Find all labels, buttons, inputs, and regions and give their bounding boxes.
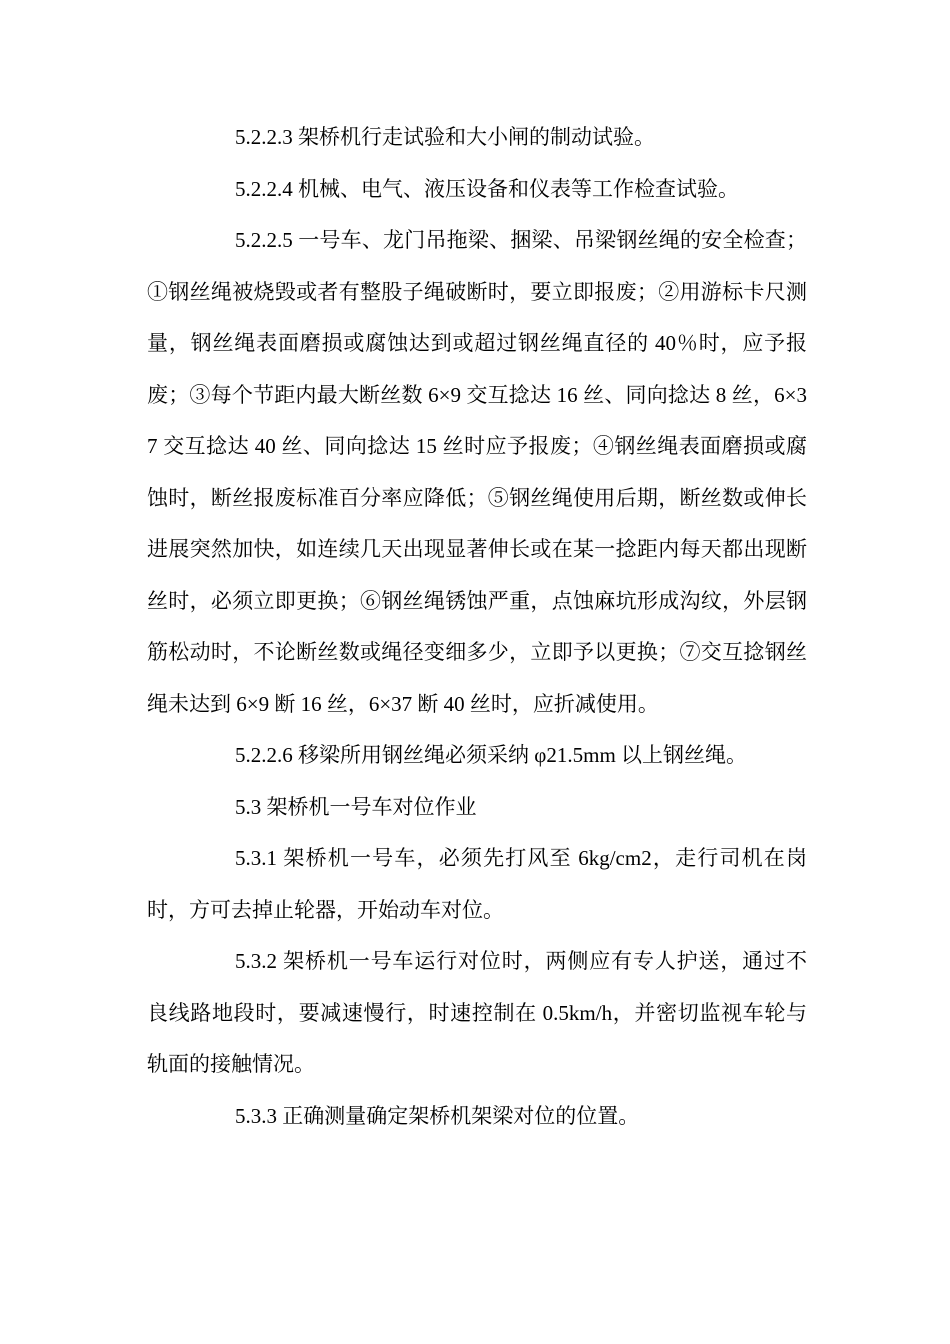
paragraph-5-2-2-4: 5.2.2.4 机械、电气、液压设备和仪表等工作检查试验。 xyxy=(235,176,739,201)
paragraph-5-3-2: 5.3.2 架桥机一号车运行对位时，两侧应有专人护送，通过不良线路地段时，要减速慢行，时速控制在 0.5km/h，并密切监视车轮与轨面的接触情况。 xyxy=(147,949,807,1076)
paragraph-5-2-2-5: 5.2.2.5 一号车、龙门吊拖梁、捆梁、吊梁钢丝绳的安全检查；①钢丝绳被烧毁或者有整股子绳破断时，要立即报废；②用游标卡尺测量，钢丝绳表面磨损或腐蚀达到或超过钢丝绳直径的 40％时，应予报废；③每个节距内最大断丝数 6×9 交互捻达 16 丝、同向捻达 8 丝，6×37 交互捻达 40 丝、同向捻达 15 丝时应予报废；④钢丝绳表面磨损或腐蚀时，断丝报废标准百分率应降低；⑤钢丝绳使用后期，断丝数或伸长进展突然加快，如连续几天出现显著伸长或在某一捻距内每天都出现断丝时，必须立即更换；⑥钢丝绳锈蚀严重，点蚀麻坑形成沟纹，外层钢筋松动时，不论断丝数或绳径变细多少，立即予以更换；⑦交互捻钢丝绳未达到 6×9 断 16 丝，6×37 断 40 丝时，应折减使用。 xyxy=(147,228,807,716)
document-body xyxy=(147,112,807,1142)
section-heading-5-3: 5.3 架桥机一号车对位作业 xyxy=(235,794,477,819)
paragraph-5-2-2-3: 5.2.2.3 架桥机行走试验和大小闸的制动试验。 xyxy=(235,125,655,149)
paragraph-5-3-1: 5.3.1 架桥机一号车，必须先打风至 6kg/cm2，走行司机在岗时，方可去掉止轮器，开始动车对位。 xyxy=(147,846,807,922)
paragraph-5-3-3: 5.3.3 正确测量确定架桥机架梁对位的位置。 xyxy=(235,1103,640,1128)
paragraph-5-2-2-6: 5.2.2.6 移梁所用钢丝绳必须采纳 φ21.5mm 以上钢丝绳。 xyxy=(235,743,748,767)
